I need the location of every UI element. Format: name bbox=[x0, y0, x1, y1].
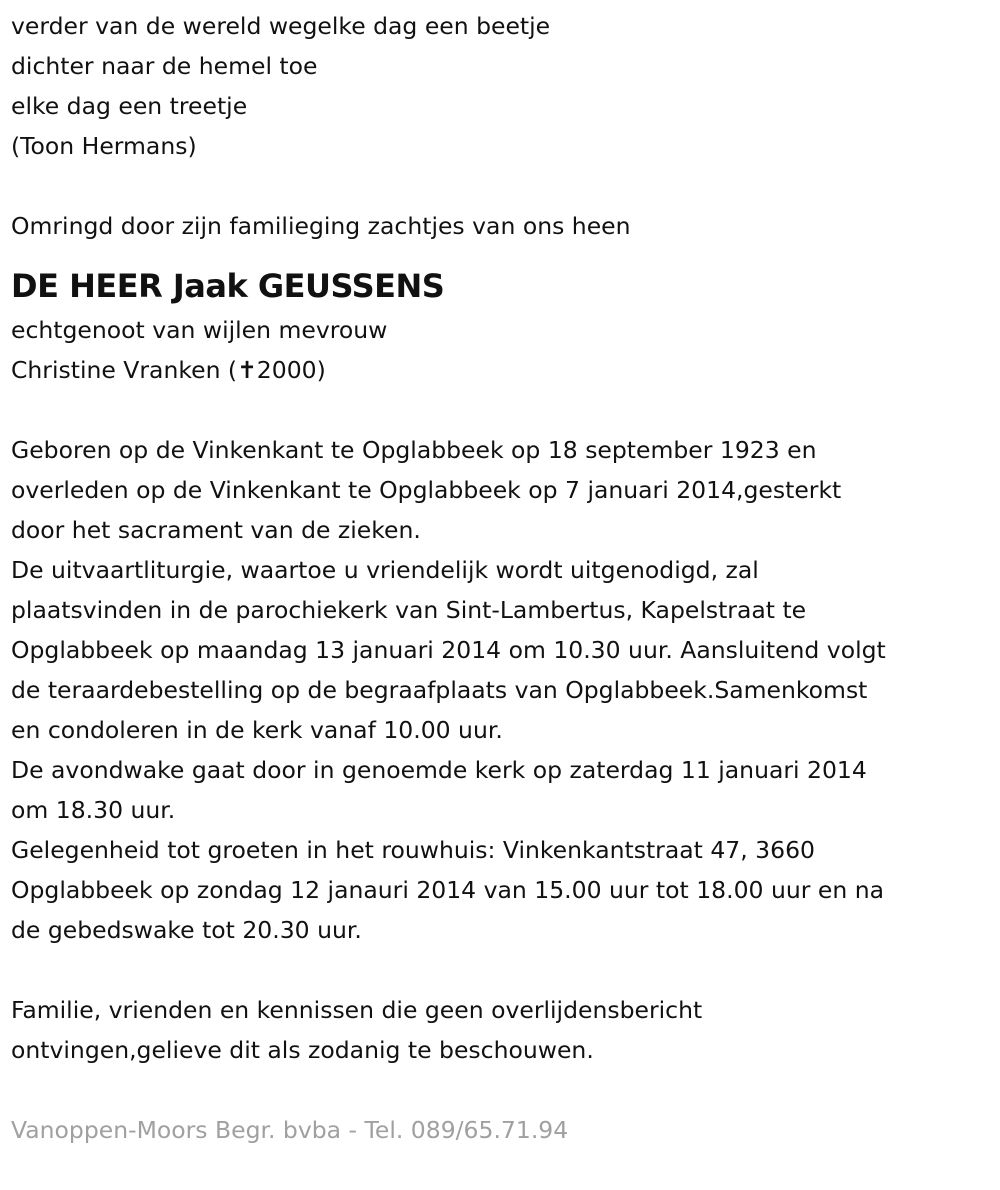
poem bbox=[11, 6, 1000, 166]
details-line: de teraardebestelling op de begraafplaats van Opglabbeek.Samenkomst bbox=[11, 676, 868, 704]
details-line: de gebedswake tot 20.30 uur. bbox=[11, 916, 362, 944]
details-line: De avondwake gaat door in genoemde kerk op zaterdag 11 januari 2014 bbox=[11, 756, 867, 784]
details-line: De uitvaartliturgie, waartoe u vriendelijk wordt uitgenodigd, zal bbox=[11, 556, 759, 584]
details-line: en condoleren in de kerk vanaf 10.00 uur. bbox=[11, 716, 503, 744]
details-line: plaatsvinden in de parochiekerk van Sint-Lambertus, Kapelstraat te bbox=[11, 596, 807, 624]
details-line: door het sacrament van de zieken. bbox=[11, 516, 421, 544]
details-line: Gelegenheid tot groeten in het rouwhuis: Vinkenkantstraat 47, 3660 bbox=[11, 836, 815, 864]
closing-line: Familie, vrienden en kennissen die geen overlijdensbericht bbox=[11, 996, 703, 1024]
details-line: Geboren op de Vinkenkant te Opglabbeek op 18 september 1923 en bbox=[11, 436, 817, 464]
closing-line: ontvingen,gelieve dit als zodanig te beschouwen. bbox=[11, 1036, 594, 1064]
poem-line: elke dag een treetje bbox=[11, 92, 248, 120]
deceased-name: DE HEER Jaak GEUSSENS bbox=[11, 267, 445, 305]
spouse-line: echtgenoot van wijlen mevrouw bbox=[11, 316, 388, 344]
details-line: om 18.30 uur. bbox=[11, 796, 176, 824]
intro-text: Omringd door zijn familieging zachtjes van ons heen bbox=[11, 212, 631, 240]
funeral-home-footer: Vanoppen-Moors Begr. bvba - Tel. 089/65.71.94 bbox=[11, 1116, 569, 1144]
poem-line: verder van de wereld wegelke dag een beetje bbox=[11, 12, 551, 40]
details-line: Opglabbeek op maandag 13 januari 2014 om 10.30 uur. Aansluitend volgt bbox=[11, 636, 886, 664]
poem-author: (Toon Hermans) bbox=[11, 132, 197, 160]
details bbox=[11, 430, 1000, 950]
spouse-line: Christine Vranken (✝2000) bbox=[11, 356, 326, 384]
details-line: overleden op de Vinkenkant te Opglabbeek op 7 januari 2014,gesterkt bbox=[11, 476, 842, 504]
poem-line: dichter naar de hemel toe bbox=[11, 52, 318, 80]
details-line: Opglabbeek op zondag 12 janauri 2014 van 15.00 uur tot 18.00 uur en na bbox=[11, 876, 884, 904]
